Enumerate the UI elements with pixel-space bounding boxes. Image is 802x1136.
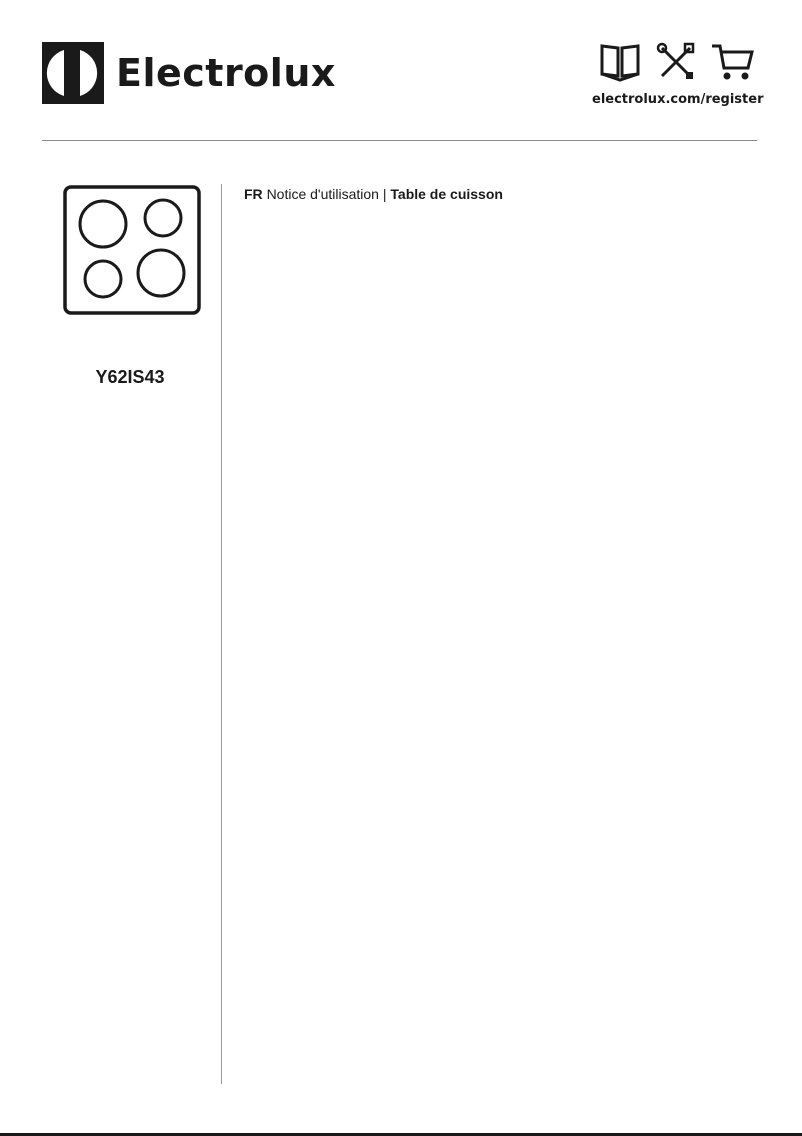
register-url[interactable]: electrolux.com/register xyxy=(592,92,764,107)
header-divider xyxy=(42,140,757,141)
document-title xyxy=(244,186,503,202)
electrolux-logo-icon xyxy=(42,42,104,104)
title-separator: | xyxy=(382,186,387,202)
hob-four-zones-icon xyxy=(63,185,201,315)
model-number: Y62IS43 xyxy=(95,367,165,387)
shopping-cart-icon xyxy=(710,42,754,82)
brand-name: Electrolux xyxy=(116,51,336,95)
service-icons-group xyxy=(592,42,760,82)
doc-type: Notice d'utilisation xyxy=(266,186,379,202)
tools-icon xyxy=(654,42,698,82)
column-divider xyxy=(221,184,222,1084)
language-code: FR xyxy=(244,186,263,202)
brand-logo xyxy=(42,42,336,104)
product-type: Table de cuisson xyxy=(390,186,503,202)
manual-book-icon xyxy=(598,42,642,82)
